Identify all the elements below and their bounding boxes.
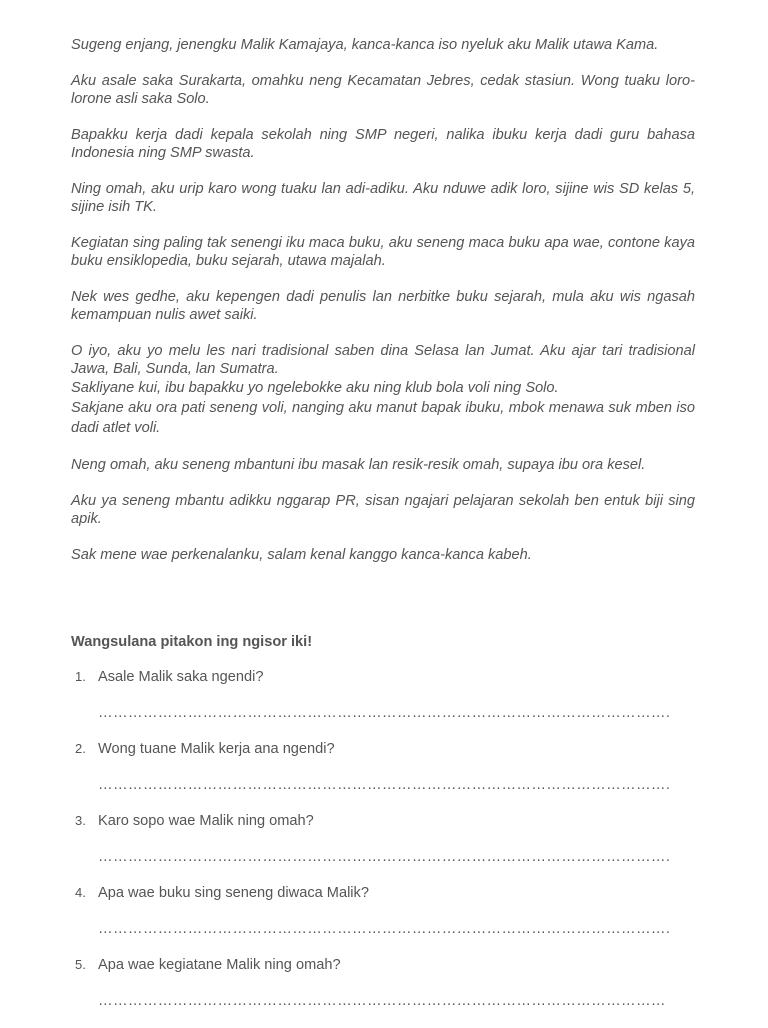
paragraph-greeting: Sugeng enjang, jenengku Malik Kamajaya, kanca-kanca iso nyeluk aku Malik utawa Kama.: [71, 37, 659, 53]
paragraph-sibling-help: Aku ya seneng mbantu adikku nggarap PR, sisan ngajari pelajaran sekolah ben entuk biji sing apik.: [71, 493, 695, 527]
paragraph-family: Ning omah, aku urip karo wong tuaku lan adi-adiku. Aku nduwe adik loro, sijine wis SD kelas 5, sijine isih TK.: [71, 181, 695, 215]
question-item: [71, 668, 695, 722]
paragraph-home-help: Neng omah, aku seneng mbantuni ibu masak lan resik-resik omah, supaya ibu ora kesel.: [71, 457, 646, 473]
question-number: 4.: [75, 885, 86, 900]
question-number: 3.: [75, 813, 86, 828]
answer-line[interactable]: ……………………………………………………………………………………………………: [98, 993, 666, 1009]
answer-line[interactable]: …………………………………………………………………………………………………….: [98, 849, 671, 865]
answer-line[interactable]: …………………………………………………………………………………………………….: [98, 705, 671, 721]
question-text: Asale Malik saka ngendi?: [98, 669, 264, 685]
paragraph-origin: Aku asale saka Surakarta, omahku neng Kecamatan Jebres, cedak stasiun. Wong tuaku loro-lorone asli saka Solo.: [71, 73, 695, 107]
question-item: [71, 956, 695, 1010]
questions-heading: Wangsulana pitakon ing ngisor iki!: [71, 634, 313, 650]
answer-line[interactable]: …………………………………………………………………………………………………….: [98, 777, 671, 793]
question-item: [71, 740, 695, 794]
question-number: 2.: [75, 741, 86, 756]
paragraph-dance: O iyo, aku yo melu les nari tradisional saben dina Selasa lan Jumat. Aku ajar tari tradisional Jawa, Bali, Sunda, lan Sumatra.: [71, 343, 695, 377]
paragraph-closing: Sak mene wae perkenalanku, salam kenal kanggo kanca-kanca kabeh.: [71, 547, 532, 563]
question-number: 5.: [75, 957, 86, 972]
paragraph-parents-work: Bapakku kerja dadi kepala sekolah ning SMP negeri, nalika ibuku kerja dadi guru bahasa Indonesia ning SMP swasta.: [71, 127, 695, 161]
questions-list: [71, 668, 695, 1010]
question-text: Karo sopo wae Malik ning omah?: [98, 813, 314, 829]
paragraph-hobby: Kegiatan sing paling tak senengi iku maca buku, aku seneng maca buku apa wae, contone kaya buku ensiklopedia, buku sejarah, utawa majalah.: [71, 235, 695, 269]
question-item: [71, 812, 695, 866]
document-page: [71, 36, 695, 1028]
question-text: Apa wae kegiatane Malik ning omah?: [98, 957, 341, 973]
question-text: Apa wae buku sing seneng diwaca Malik?: [98, 885, 369, 901]
question-item: [71, 884, 695, 938]
paragraph-dream: Nek wes gedhe, aku kepengen dadi penulis lan nerbitke buku sejarah, mula aku wis ngasah kemampuan nulis awet saiki.: [71, 289, 695, 323]
paragraph-volleyball-feeling: Sakjane aku ora pati seneng voli, nanging aku manut bapak ibuku, mbok menawa suk mben iso dadi atlet voli.: [71, 400, 695, 436]
paragraph-volleyball-club: Sakliyane kui, ibu bapakku yo ngelebokke aku ning klub bola voli ning Solo.: [71, 380, 559, 396]
answer-line[interactable]: …………………………………………………………………………………………………….: [98, 921, 671, 937]
question-number: 1.: [75, 669, 86, 684]
question-text: Wong tuane Malik kerja ana ngendi?: [98, 741, 335, 757]
